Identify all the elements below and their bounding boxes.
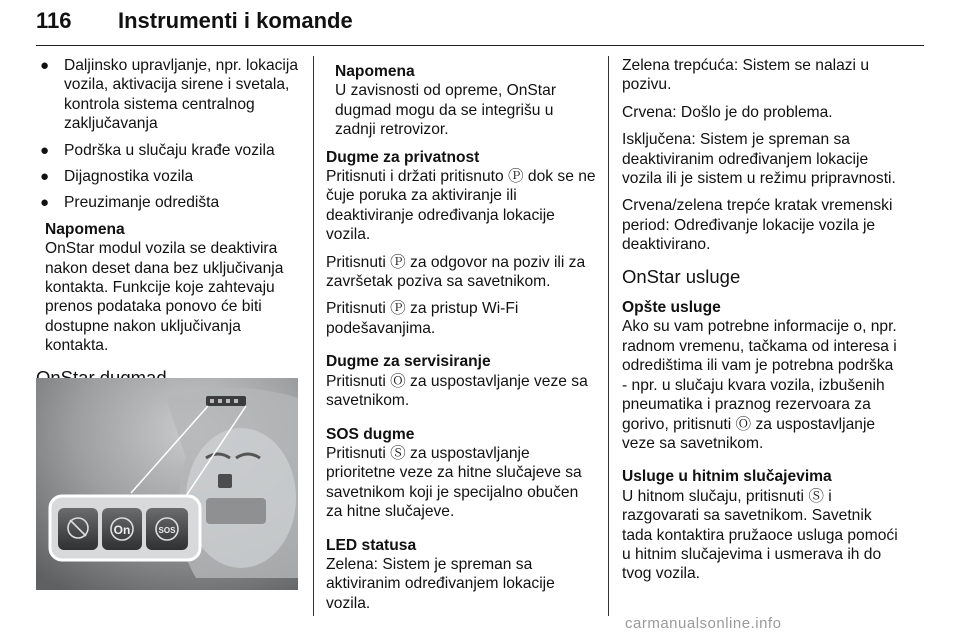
column-3 <box>622 56 902 592</box>
onstar-buttons-photo <box>36 378 298 590</box>
paragraph: Crvena/zelena trepće kratak vremenski period: Određivanje lokacije vozila je deaktivirano. <box>622 197 893 254</box>
privacy-button <box>58 508 98 550</box>
section-heading: OnStar usluge <box>622 265 741 287</box>
bullet-icon: ● <box>40 194 50 212</box>
paragraph: Crvena: Došlo je do problema. <box>622 103 833 121</box>
paragraph: Pritisnuti Ⓞ za uspostavljanje veze sa savetnikom. <box>326 372 588 410</box>
page-header <box>36 6 924 46</box>
column-divider <box>313 56 314 616</box>
note-block <box>36 220 300 356</box>
service-heading: Dugme za servisiranje <box>326 353 491 371</box>
paragraph: Zelena trepćuća: Sistem se nalazi u pozivu. <box>622 57 870 94</box>
svg-text:SOS: SOS <box>158 526 176 535</box>
list-item: ● Podrška u slučaju krađe vozila <box>40 141 275 159</box>
page-title: Instrumenti i komande <box>118 8 353 33</box>
note-block <box>326 62 596 140</box>
page-number: 116 <box>36 8 72 33</box>
paragraph: Pritisnuti i držati pritisnuto Ⓟ dok se ne čuje poruka za aktiviranje ili deaktiviranje određivanja lokacije vozila. <box>326 168 596 244</box>
note-text: OnStar modul vozila se deaktivira nakon deset dana bez uključivanja kontakta. Funkcije koje zahtevaju prenos podataka ponovo će biti dostupne nakon uključivanja kontakta. <box>45 240 284 355</box>
bullet-icon: ● <box>40 57 50 74</box>
column-1 <box>36 56 300 399</box>
privacy-heading: Dugme za privatnost <box>326 148 480 166</box>
general-services-heading: Opšte usluge <box>622 299 721 317</box>
paragraph: Pritisnuti Ⓟ za pristup Wi-Fi podešavanjima. <box>326 300 519 337</box>
note-title: Napomena <box>45 220 125 238</box>
emergency-services-heading: Usluge u hitnim slučajevima <box>622 468 832 486</box>
feature-list <box>36 56 300 213</box>
paragraph: Ako su vam potrebne informacije o, npr. radnom vremenu, tačkama od interesa i odredištima ili vam je potrebna podrška - npr. u slučaju kvara vozila, izbušenih pneumatika i praznog rezervoara za gorivo, pritisnuti Ⓞ za uspostavljanje veze sa savetnikom. <box>622 318 897 452</box>
sos-heading: SOS dugme <box>326 425 415 443</box>
bullet-icon: ● <box>40 168 50 186</box>
list-item: ● Preuzimanje odredišta <box>40 194 220 212</box>
svg-text:On: On <box>113 523 131 537</box>
bullet-icon: ● <box>40 141 50 159</box>
column-2 <box>326 56 596 621</box>
column-divider <box>608 56 609 616</box>
note-title: Napomena <box>335 63 415 80</box>
led-heading: LED statusa <box>326 536 417 554</box>
watermark: carmanualsonline.info <box>625 615 782 632</box>
paragraph: Pritisnuti Ⓢ za uspostavljanje prioritetne veze za hitne slučajeve sa savetnikom koji je specijalno obučen za hitne slučajeve. <box>326 444 582 521</box>
paragraph: Isključena: Sistem je spreman sa deaktiviranim određivanjem lokacije vozila ili je sistem u režimu pripravnosti. <box>622 131 896 188</box>
onstar-service-button <box>102 508 142 550</box>
paragraph: Pritisnuti Ⓟ za odgovor na poziv ili za završetak poziva sa savetnikom. <box>326 253 586 291</box>
note-text: U zavisnosti od opreme, OnStar dugmad mogu da se integrišu u zadnji retrovizor. <box>335 82 557 139</box>
sos-button <box>146 508 188 550</box>
paragraph: Zelena: Sistem je spreman sa aktiviranim određivanjem lokacije vozila. <box>326 555 555 612</box>
list-item: ● Daljinsko upravljanje, npr. lokacija vozila, aktivacija sirene i svetala, kontrola sistema centralnog zaključavanja <box>40 57 299 133</box>
list-item: ● Dijagnostika vozila <box>40 168 194 186</box>
paragraph: U hitnom slučaju, pritisnuti Ⓢ i razgovarati sa savetnikom. Savetnik tada kontaktira pružaoce usluga pomoći u hitnim slučajevima i usmerava ih do tvog vozila. <box>622 487 898 583</box>
